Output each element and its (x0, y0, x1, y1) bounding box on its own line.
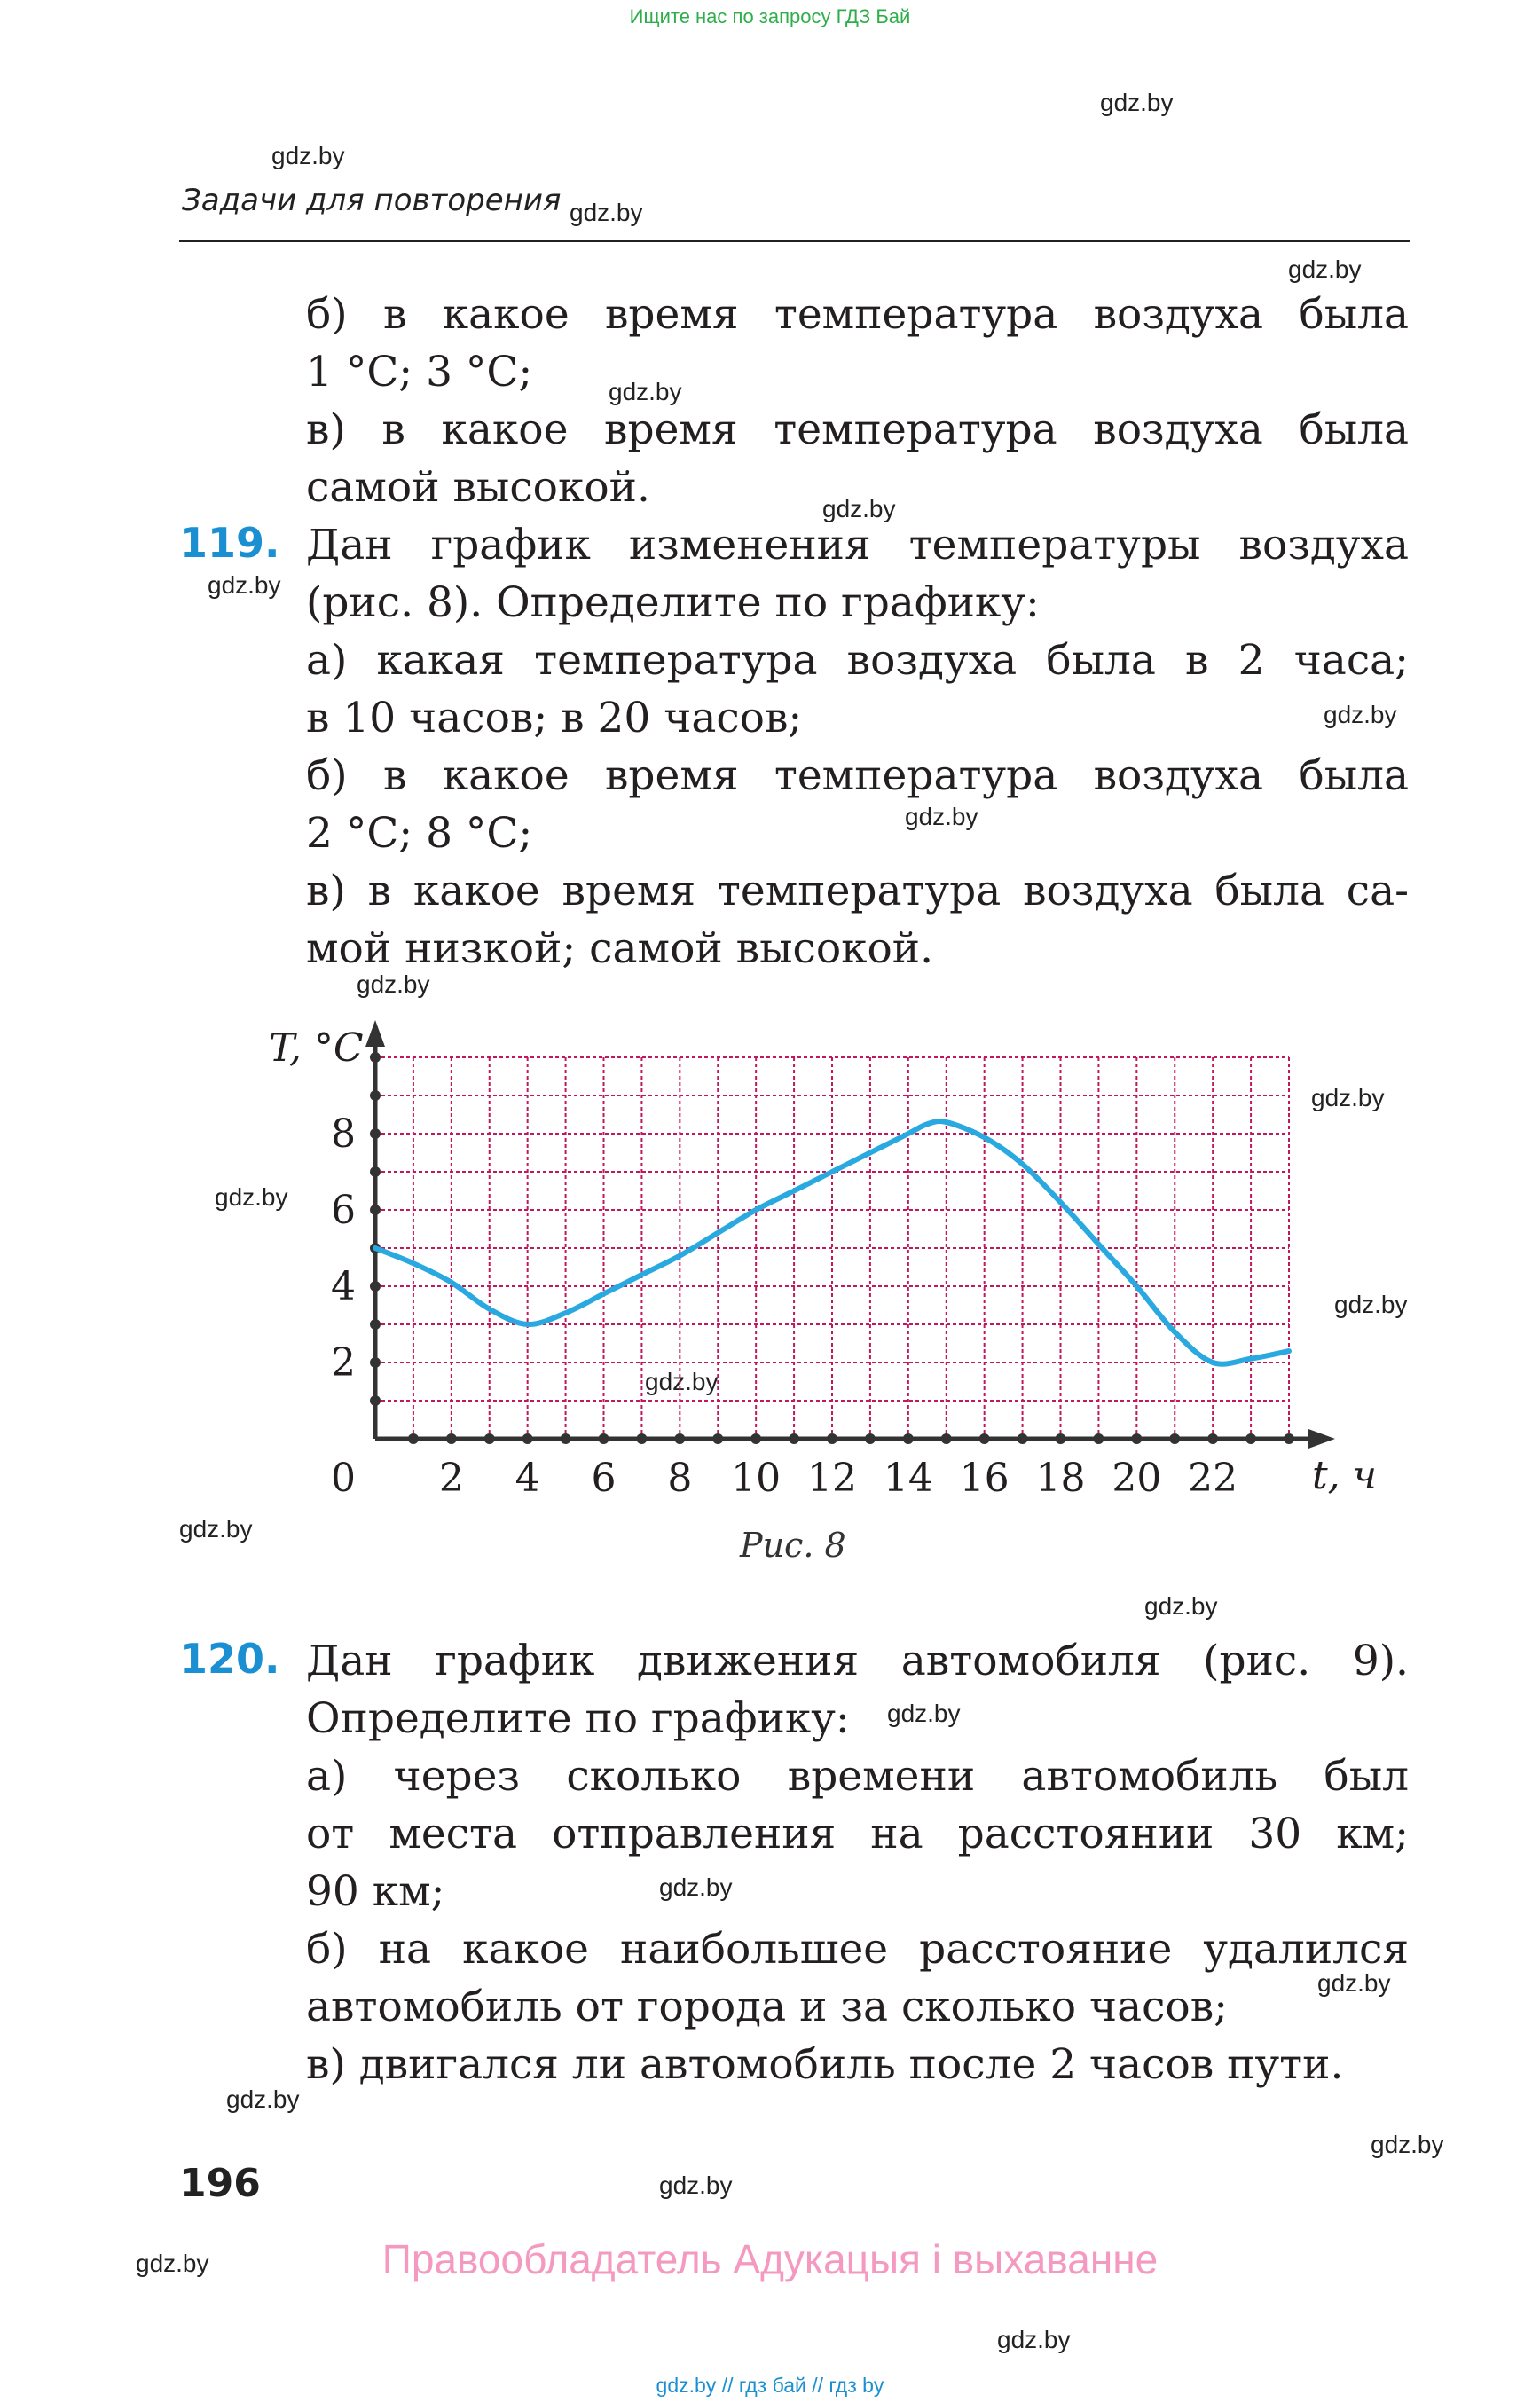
task120-line1: Дан график движения автомобиля (рис. 9). (306, 1637, 1409, 1685)
x-tick-dot (827, 1433, 837, 1444)
prev-task-v-line1: в) в какое время температура воздуха была (306, 405, 1409, 454)
task120-a-line3: 90 км; (306, 1867, 445, 1916)
x-tick-label: 10 (731, 1456, 782, 1501)
copyright-owner: Правообладатель Адукацыя і выхаванне (381, 2236, 1159, 2282)
prev-task-b-line2: 1 °С; 3 °С; (306, 348, 533, 397)
y-axis-label: T, °С (269, 1025, 364, 1071)
watermark: gdz.by (609, 378, 682, 405)
watermark: gdz.by (905, 803, 978, 830)
task119-v-line2: мой низкой; самой высокой. (306, 924, 934, 973)
chart-grid (375, 1057, 1289, 1439)
section-header: Задачи для повторения (182, 183, 562, 218)
task119-line1: Дан график изменения температуры воздуха (306, 521, 1409, 569)
x-tick-dot (1169, 1433, 1180, 1444)
task119-v-line1: в) в какое время температура воздуха была са- (306, 867, 1409, 915)
x-tick-dot (408, 1433, 419, 1444)
task120-line2: Определите по графику: (306, 1694, 850, 1743)
x-tick-dot (712, 1433, 723, 1444)
x-tick-label: 0 (331, 1456, 356, 1501)
search-banner: Ищите нас по запросу ГДЗ Бай (629, 5, 911, 27)
task-number-120: 120. (179, 1635, 280, 1683)
x-tick-dot (446, 1433, 457, 1444)
x-tick-dot (484, 1433, 495, 1444)
x-tick-label: 14 (883, 1456, 933, 1501)
watermark: gdz.by (1317, 1969, 1391, 1997)
figure-caption: Рис. 8 (740, 1526, 846, 1565)
watermark: gdz.by (887, 1700, 961, 1727)
x-tick-dot (941, 1433, 952, 1444)
y-tick-dot (370, 1281, 381, 1292)
y-tick-dot (370, 1319, 381, 1330)
task120-v-line1: в) двигался ли автомобиль после 2 часов пути. (306, 2040, 1344, 2089)
y-tick-label: 6 (331, 1188, 356, 1233)
y-tick-dot (370, 1090, 381, 1101)
watermark: gdz.by (1324, 701, 1397, 728)
x-tick-dot (636, 1433, 647, 1444)
x-tick-dot (1018, 1433, 1028, 1444)
watermark: gdz.by (226, 2085, 300, 2113)
watermark: gdz.by (1288, 255, 1362, 283)
watermark: gdz.by (1334, 1291, 1408, 1318)
x-tick-dot (1284, 1433, 1294, 1444)
watermark: gdz.by (1371, 2131, 1444, 2158)
x-tick-label: 4 (515, 1456, 540, 1501)
watermark: gdz.by (215, 1183, 288, 1211)
x-tick-dot (1131, 1433, 1142, 1444)
y-tick-label: 8 (331, 1111, 356, 1157)
x-tick-label: 6 (591, 1456, 617, 1501)
x-tick-label: 16 (959, 1456, 1010, 1501)
x-tick-label: 8 (667, 1456, 693, 1501)
task-number-119: 119. (179, 519, 280, 567)
chart-ticks (331, 1052, 1294, 1501)
y-tick-dot (370, 1052, 381, 1063)
watermark: gdz.by (271, 142, 345, 169)
x-tick-dot (674, 1433, 685, 1444)
y-tick-dot (370, 1395, 381, 1406)
bottom-links: gdz.by // гдз бай // гдз by (656, 2374, 884, 2397)
watermark: gdz.by (997, 2326, 1071, 2353)
x-axis-arrow (1308, 1429, 1335, 1449)
task119-a-line1: а) какая температура воздуха была в 2 часа; (306, 636, 1409, 685)
watermark: gdz.by (659, 1873, 733, 1901)
page-number: 196 (179, 2161, 261, 2206)
y-tick-dot (370, 1357, 381, 1368)
x-tick-label: 18 (1035, 1456, 1086, 1501)
x-tick-dot (979, 1433, 990, 1444)
x-tick-dot (903, 1433, 914, 1444)
task119-a-line2: в 10 часов; в 20 часов; (306, 694, 803, 742)
x-tick-label: 2 (438, 1456, 464, 1501)
y-tick-dot (370, 1205, 381, 1215)
x-tick-dot (1056, 1433, 1066, 1444)
watermark: gdz.by (136, 2250, 209, 2277)
x-tick-label: 22 (1188, 1456, 1238, 1501)
watermark: gdz.by (357, 970, 430, 998)
task120-b-line1: б) на какое наибольшее расстояние удалился (306, 1925, 1409, 1974)
x-tick-dot (1093, 1433, 1104, 1444)
task119-b-line2: 2 °С; 8 °С; (306, 809, 533, 858)
chart-axes (365, 1020, 1335, 1449)
task120-a-line1: а) через сколько времени автомобиль был (306, 1752, 1409, 1801)
x-tick-dot (789, 1433, 799, 1444)
prev-task-v-line2: самой высокой. (306, 463, 650, 512)
x-tick-dot (561, 1433, 571, 1444)
watermark: gdz.by (1311, 1084, 1385, 1111)
x-tick-dot (522, 1433, 533, 1444)
task120-b-line2: автомобиль от города и за сколько часов; (306, 1983, 1229, 2031)
watermark: gdz.by (208, 571, 281, 599)
x-tick-dot (750, 1433, 761, 1444)
task120-a-line2: от места отправления на расстоянии 30 км; (306, 1810, 1409, 1858)
y-tick-label: 4 (331, 1264, 356, 1309)
x-tick-dot (1245, 1433, 1256, 1444)
watermark: gdz.by (179, 1515, 253, 1543)
watermark: gdz.by (659, 2171, 733, 2199)
x-tick-dot (1207, 1433, 1218, 1444)
y-tick-dot (370, 1128, 381, 1139)
x-tick-label: 12 (807, 1456, 857, 1501)
y-tick-label: 2 (331, 1340, 356, 1386)
y-tick-dot (370, 1166, 381, 1177)
task119-line2: (рис. 8). Определите по графику: (306, 578, 1040, 627)
prev-task-b-line1: б) в какое время температура воздуха была (306, 290, 1409, 339)
watermark: gdz.by (1144, 1592, 1218, 1620)
x-axis-label: t, ч (1312, 1453, 1378, 1498)
task119-b-line1: б) в какое время температура воздуха была (306, 751, 1409, 800)
watermark: gdz.by (570, 199, 643, 226)
x-tick-label: 20 (1112, 1456, 1162, 1501)
y-axis-arrow (365, 1020, 385, 1047)
watermark: gdz.by (645, 1368, 719, 1395)
x-tick-dot (865, 1433, 876, 1444)
watermark: gdz.by (1100, 89, 1174, 116)
x-tick-dot (599, 1433, 609, 1444)
watermark: gdz.by (822, 495, 896, 522)
